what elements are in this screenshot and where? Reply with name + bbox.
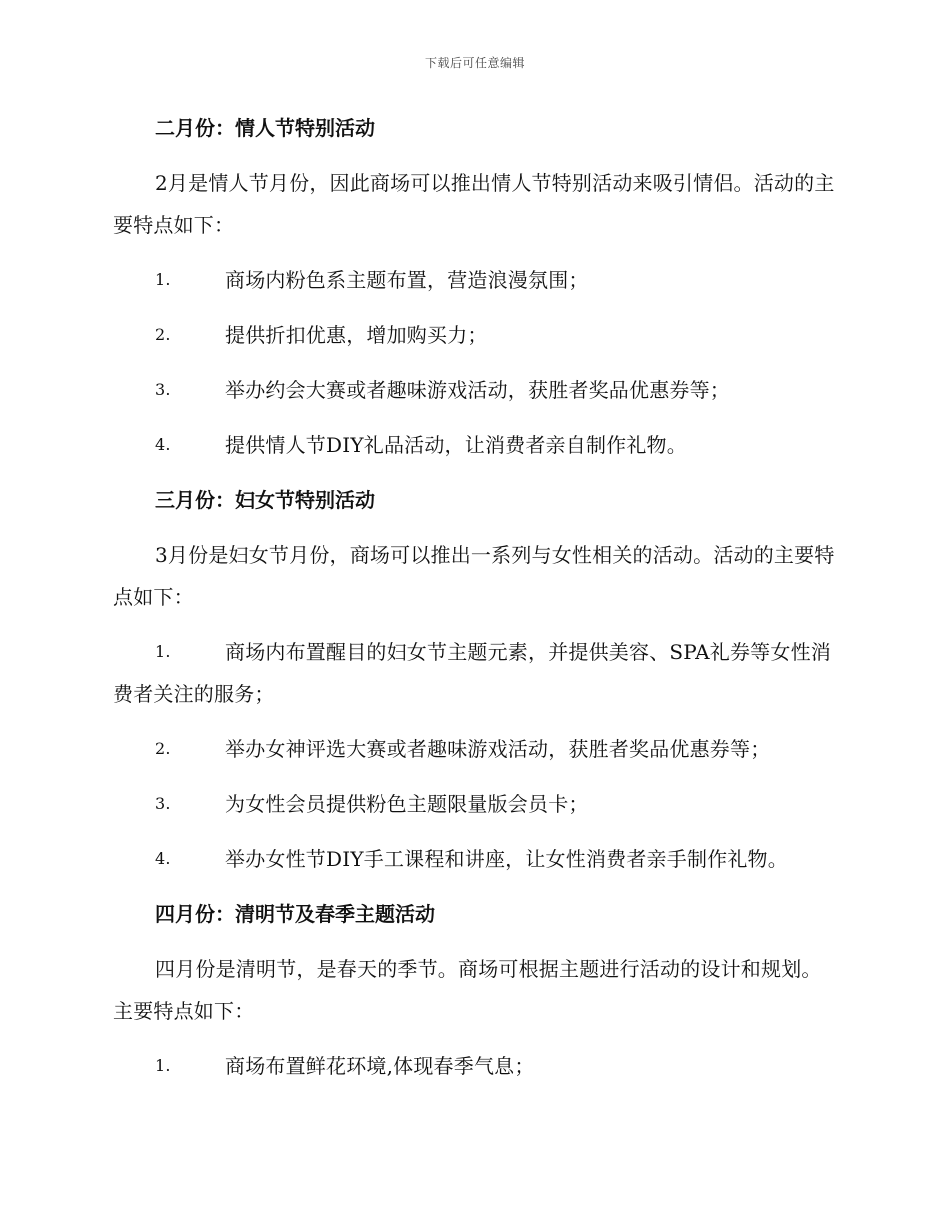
section-title-february: 二月份：情人节特别活动 xyxy=(155,116,375,140)
list-item xyxy=(113,314,835,356)
list-item xyxy=(113,1045,835,1087)
list-item xyxy=(113,783,835,825)
list-text-content: 商场内布置醒目的妇女节主题元素，并提供美容、SPA礼券等女性消费者关注的服务； xyxy=(113,640,831,706)
list-text: 商场布置鲜花环境,体现春季气息； xyxy=(225,1054,535,1078)
list-number: 2. xyxy=(155,739,171,758)
list-number: 2. xyxy=(155,325,171,344)
list-item xyxy=(113,424,835,466)
list-text xyxy=(113,631,835,715)
list-number: 4. xyxy=(155,849,171,868)
list-item xyxy=(113,369,835,411)
section-intro-march: 3月份是妇女节月份，商场可以推出一系列与女性相关的活动。活动的主要特点如下： xyxy=(113,543,835,609)
section-title-april: 四月份：清明节及春季主题活动 xyxy=(155,902,435,926)
document-body xyxy=(113,107,835,1087)
section-intro-february: 2月是情人节月份，因此商场可以推出情人节特别活动来吸引情侣。活动的主要特点如下： xyxy=(113,171,835,237)
list-text: 提供折扣优惠，增加购买力； xyxy=(225,323,488,347)
list-text: 举办女神评选大赛或者趣味游戏活动，获胜者奖品优惠券等； xyxy=(225,737,771,761)
list-number: 1. xyxy=(155,642,171,661)
list-number: 3. xyxy=(155,380,171,399)
list-number: 3. xyxy=(155,794,171,813)
list-item xyxy=(113,728,835,770)
section-title-march: 三月份：妇女节特别活动 xyxy=(155,488,375,512)
header-note: 下载后可任意编辑 xyxy=(424,56,525,70)
list-text: 举办女性节DIY手工课程和讲座，让女性消费者亲手制作礼物。 xyxy=(225,847,788,871)
list-text: 提供情人节DIY礼品活动，让消费者亲自制作礼物。 xyxy=(225,433,687,457)
list-number: 4. xyxy=(155,435,171,454)
list-text: 为女性会员提供粉色主题限量版会员卡； xyxy=(225,792,589,816)
section-intro-april: 四月份是清明节，是春天的季节。商场可根据主题进行活动的设计和规划。主要特点如下： xyxy=(113,957,822,1023)
list-number: 1. xyxy=(155,270,171,289)
list-item xyxy=(113,631,835,715)
list-text: 举办约会大赛或者趣味游戏活动，获胜者奖品优惠券等； xyxy=(225,378,730,402)
list-text: 商场内粉色系主题布置，营造浪漫氛围； xyxy=(225,268,589,292)
list-item xyxy=(113,838,835,880)
list-item xyxy=(113,259,835,301)
list-number: 1. xyxy=(155,1056,171,1075)
